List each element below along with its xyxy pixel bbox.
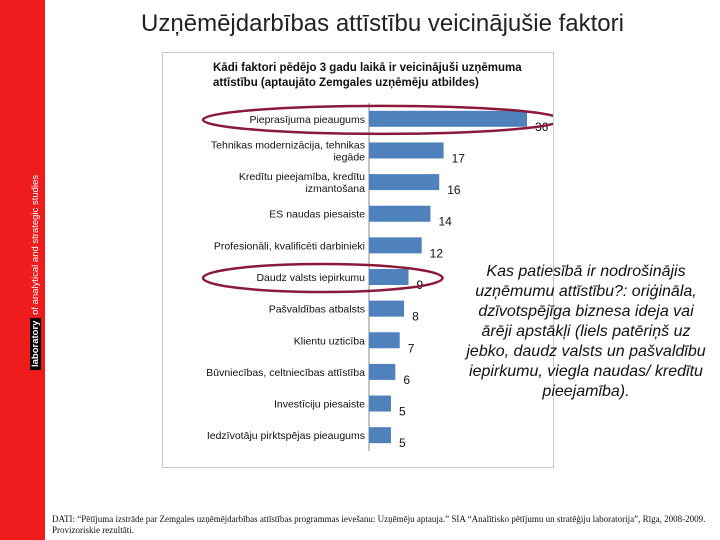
data-label: 7 <box>407 341 415 356</box>
data-label: 12 <box>429 246 444 261</box>
bar <box>369 142 444 158</box>
sidebar-label-rest: of analytical and strategic studies <box>30 174 41 315</box>
data-label: 5 <box>398 404 406 419</box>
side-note: Kas patiesībā ir nodrošinājis uzņēmumu attīstību?: oriģināla, dzīvotspējīga biznesa ideja vai ārēji apstākļi (liels patēriņš uz jebko, daudz valsts un pašvaldību iepirkumu, viegla naudas/ kredītu pieejamība). <box>466 263 706 400</box>
category-label: ES naudas piesaiste <box>269 208 365 221</box>
bar <box>369 111 527 127</box>
data-label: 36 <box>535 119 549 134</box>
bar <box>369 364 395 380</box>
bar <box>369 174 439 190</box>
data-label: 6 <box>403 372 411 387</box>
bar <box>369 206 430 222</box>
category-label: Profesionāli, kvalificēti darbinieki <box>213 240 365 253</box>
data-label: 16 <box>447 183 461 198</box>
chart-title-line: Kādi faktori pēdējo 3 gadu laikā ir veicinājuši uzņēmuma <box>213 62 522 74</box>
chart-title-line: attīstību (aptaujāto Zemgales uzņēmēju atbildes) <box>213 77 479 89</box>
bar <box>369 269 409 285</box>
data-label: 17 <box>451 151 465 166</box>
bar-chart <box>163 53 553 467</box>
category-label: Pašvaldības atbalsts <box>268 303 365 316</box>
bar <box>369 237 422 253</box>
category-label: izmantošana <box>305 183 365 196</box>
data-label: 9 <box>416 278 424 292</box>
source-note: DATI: “Pētījuma izstrāde par Zemgales uzņēmējdarbības attīstības programmas ievešanu: Uzņēmēju aptauja.” SIA “Analītisko pētījumu un stratēģiju laboratorija”, Rīga, 2008-2009. Provizoriskie rezultāti. <box>52 514 706 535</box>
data-label: 5 <box>398 436 406 451</box>
category-label: Būvniecības, celtniecības attīstība <box>206 366 365 379</box>
category-label: iegāde <box>333 151 365 164</box>
bar <box>369 427 391 443</box>
category-label: Daudz valsts iepirkumu <box>256 272 365 284</box>
bar <box>369 332 400 348</box>
data-label: 14 <box>438 214 452 229</box>
data-label: 8 <box>412 309 419 324</box>
bar <box>369 301 404 317</box>
sidebar-label-bold: laboratory <box>30 318 41 370</box>
brand-sidebar <box>0 0 45 540</box>
sidebar-label <box>30 175 41 370</box>
category-label: Tehnikas modernizācija, tehnikas <box>210 139 365 152</box>
page-title: Uzņēmējdarbības attīstību veicinājušie faktori <box>141 10 624 37</box>
category-label: Iedzīvotāju pirktspējas pieaugums <box>206 430 365 443</box>
category-label: Pieprasījuma pieaugums <box>249 113 365 126</box>
chart-container <box>162 52 554 468</box>
category-label: Investīciju piesaiste <box>273 398 365 411</box>
bar <box>369 396 391 412</box>
category-label: Klientu uzticība <box>293 335 365 348</box>
category-label: Kredītu pieejamība, kredītu <box>238 171 365 184</box>
